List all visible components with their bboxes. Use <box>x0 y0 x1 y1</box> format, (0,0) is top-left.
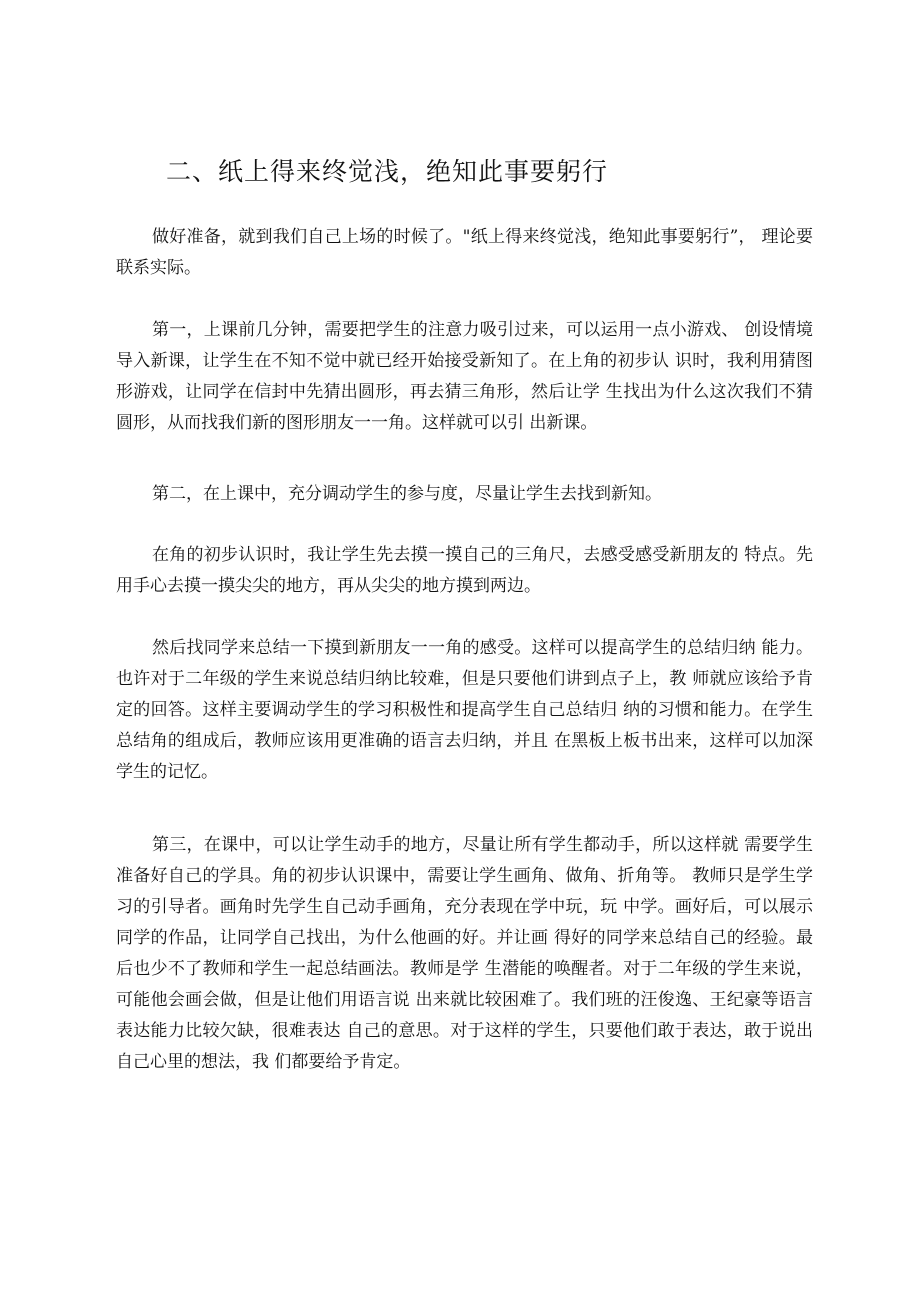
section-heading: 二、纸上得来终觉浅，绝知此事要躬行 <box>166 157 609 186</box>
paragraph-second-point: 第二，在上课中，充分调动学生的参与度，尽量让学生去找到新知。 <box>152 484 662 504</box>
paragraph-intro: 做好准备，就到我们自己上场的时候了。"纸上得来终觉浅，绝知此事要躬行”， 理论要联系实际。 <box>116 227 813 278</box>
paragraph-first-point: 第一，上课前几分钟，需要把学生的注意力吸引过来，可以运用一点小游戏、 创设情境导入新课，让学生在不知不觉中就已经开始接受新知了。在上角的初步认 识时，我利用猜图形游戏，让同学在信封中先猜出圆形，再去猜三角形，然后让学 生找出为什么这次我们不猜圆形，从而找我们新的图形朋友一一角。这样就可以引 出新课。 <box>116 320 813 433</box>
paragraph-summary: 然后找同学来总结一下摸到新朋友一一角的感受。这样可以提高学生的总结归纳 能力。也许对于二年级的学生来说总结归纳比较难，但是只要他们讲到点子上，教 师就应该给予肯定的回答。这样主要调动学生的学习积极性和提高学生自己总结归 纳的习惯和能力。在学生总结角的组成后，教师应该用更准确的语言去归纳，并且 在黑板上板书出来，这样可以加深学生的记忆。 <box>116 638 813 782</box>
paragraph-third-point: 第三，在课中，可以让学生动手的地方，尽量让所有学生都动手，所以这样就 需要学生准备好自己的学具。角的初步认识课中，需要让学生画角、做角、折角等。 教师只是学生学习的引导者。画角时先学生自己动手画角，充分表现在学中玩，玩 中学。画好后，可以展示同学的作品，让同学自己找出，为什么他画的好。并让画 得好的同学来总结自己的经验。最后也少不了教师和学生一起总结画法。教师是学 生潜能的唤醒者。对于二年级的学生来说，可能他会画会做，但是让他们用语言说 出来就比较困难了。我们班的汪俊逸、王纪豪等语言表达能力比较欠缺，很难表达 自己的意思。对于这样的学生，只要他们敢于表达，敢于说出自己心里的想法，我 们都要给予肯定。 <box>116 835 813 1072</box>
paragraph-angle-touch: 在角的初步认识时，我让学生先去摸一摸自己的三角尺，去感受感受新朋友的 特点。先用手心去摸一摸尖尖的地方，再从尖尖的地方摸到两边。 <box>116 545 813 596</box>
